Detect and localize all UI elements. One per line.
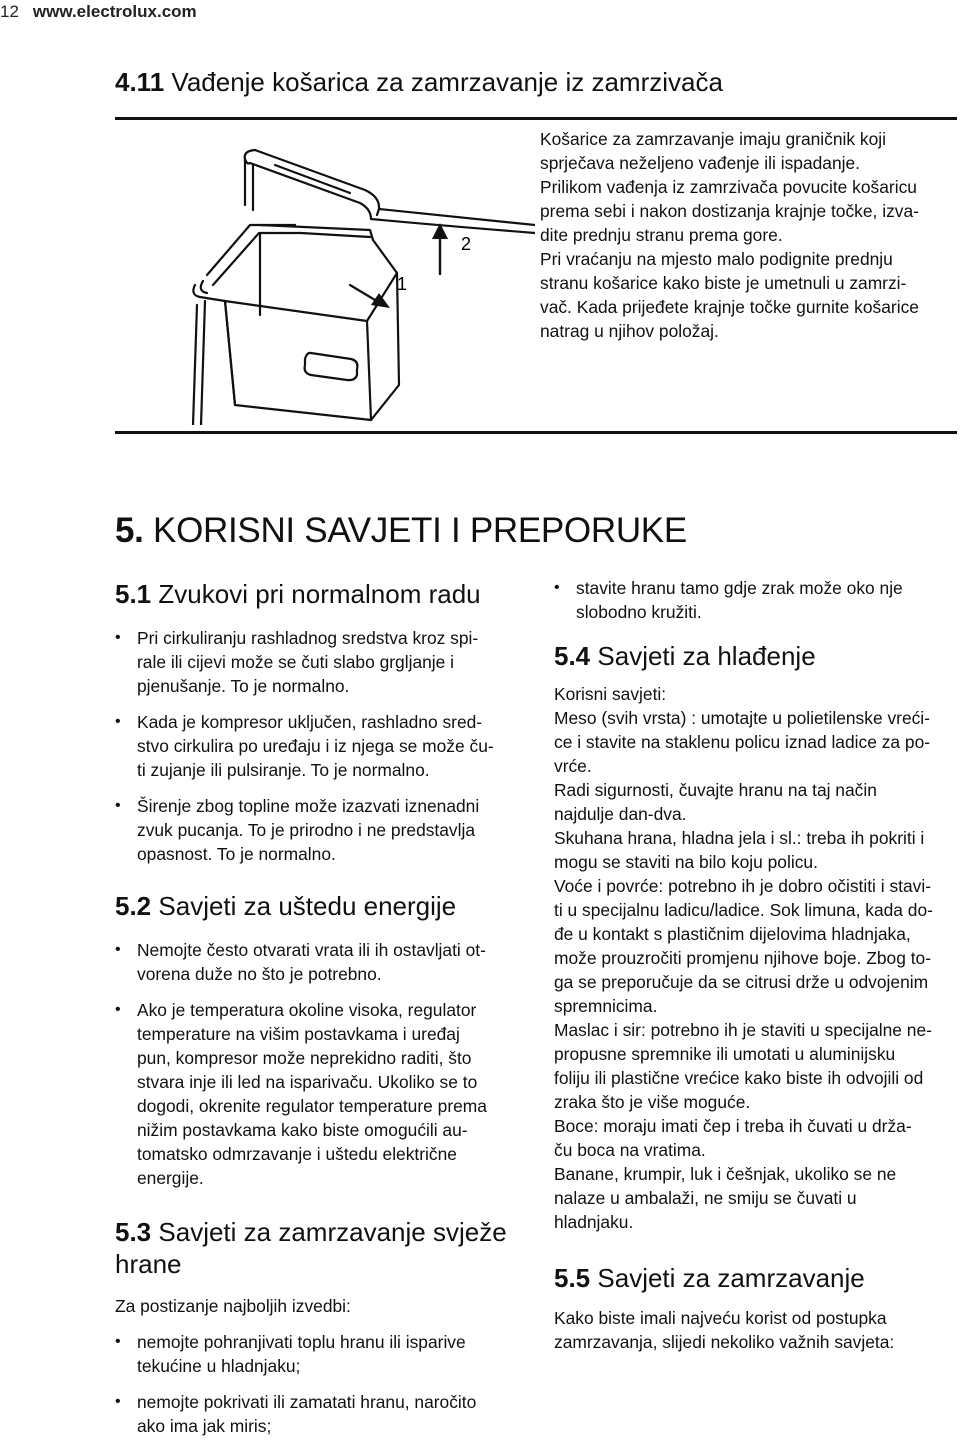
text-line: • nemojte pokrivati ili zamatati hranu, naročito	[137, 1392, 477, 1412]
text-line: tekućine u hladnjaku;	[137, 1356, 301, 1376]
list-item	[115, 1330, 507, 1378]
text-line: dogodi, okrenite regulator temperature prema	[137, 1096, 487, 1116]
section-title: Savjeti za zamrzavanje	[597, 1263, 865, 1293]
text-line: zamrzavanja, slijedi nekoliko važnih savjeta:	[554, 1332, 895, 1352]
section-5-3-intro: Za postizanje najboljih izvedbi:	[115, 1296, 351, 1316]
list-item	[115, 1390, 507, 1438]
section-5-5-text	[554, 1306, 954, 1354]
text-line: Košarice za zamrzavanje imaju graničnik koji	[540, 129, 887, 149]
section-5-3-heading	[115, 1216, 507, 1280]
list-item	[115, 794, 507, 866]
section-5-2-list	[115, 938, 507, 1190]
top-rule	[115, 117, 957, 120]
section-number: 5.4	[554, 641, 591, 671]
text-line: stvo cirkulira po uređaju i iz njega se može ču-	[137, 736, 494, 756]
text-line: propusne spremnike ili umotati u aluminijsku	[554, 1044, 896, 1064]
text-line: stvara inje ili led na isparivaču. Ukoliko se to	[137, 1072, 478, 1092]
section-title-continued: hrane	[115, 1249, 182, 1279]
text-line: temperature na višim postavkama i uređaj	[137, 1024, 460, 1044]
text-line: nižim postavkama kako biste omogućili au-	[137, 1120, 468, 1140]
left-column	[115, 578, 507, 1450]
chapter-number: 5.	[115, 511, 144, 550]
section-5-3-list	[115, 1330, 507, 1438]
text-line: Pri vraćanju na mjesto malo podignite prednju	[540, 249, 893, 269]
text-line: zraka što je više moguće.	[554, 1092, 751, 1112]
text-line: • Kada je kompresor uključen, rashladno sred-	[137, 712, 483, 732]
section-4-11-text	[540, 127, 955, 343]
section-5-1-list	[115, 626, 507, 866]
text-line: Maslac i sir: potrebno ih je staviti u specijalne ne-	[554, 1020, 932, 1040]
section-5-2-heading	[115, 890, 507, 922]
text-line: • Ako je temperatura okoline visoka, regulator	[137, 1000, 477, 1020]
text-line: Meso (svih vrsta) : umotajte u polietilenske vreći-	[554, 708, 930, 728]
section-5-4-text	[554, 682, 954, 1234]
section-number: 5.5	[554, 1263, 591, 1293]
text-line: zvuk pucanja. To je prirodno i ne predstavlja	[137, 820, 476, 840]
text-line: nalaze u ambalaži, ne smiju se čuvati u	[554, 1188, 857, 1208]
text-line: vač. Kada prijeđete krajnje točke gurnite košarice	[540, 297, 919, 317]
text-line: slobodno kružiti.	[576, 602, 702, 622]
text-line: • Nemojte često otvarati vrata ili ih ostavljati ot-	[137, 940, 486, 960]
text-line: ti zujanje ili pulsiranje. To je normalno.	[137, 760, 430, 780]
text-line: dite prednju stranu prema gore.	[540, 225, 783, 245]
section-title: Savjeti za hlađenje	[597, 641, 816, 671]
text-line: može prouzročiti promjenu njihove boje. Zbog to-	[554, 948, 931, 968]
text-line: prema sebi i nakon dostizanja krajnje točke, izva-	[540, 201, 919, 221]
text-line: najdulje dan-dva.	[554, 804, 687, 824]
text-line: vorena duže no što je potrebno.	[137, 964, 382, 984]
text-line: foliju ili plastične vrećice kako biste ih odvojili od	[554, 1068, 924, 1088]
right-column	[554, 576, 954, 1354]
text-line: ču boca na vratima.	[554, 1140, 706, 1160]
text-line: • Širenje zbog topline može izazvati iznenadni	[137, 796, 480, 816]
text-line: • stavite hranu tamo gdje zrak može oko nje	[576, 578, 903, 598]
text-line: Voće i povrće: potrebno ih je dobro očistiti i stavi-	[554, 876, 931, 896]
list-item	[554, 576, 954, 624]
section-number: 5.3	[115, 1217, 152, 1247]
text-line: Korisni savjeti:	[554, 684, 667, 704]
text-line: natrag u njihov položaj.	[540, 321, 719, 341]
list-item	[115, 710, 507, 782]
text-line: opasnost. To je normalno.	[137, 844, 336, 864]
text-line: mogu se staviti na bilo koju policu.	[554, 852, 818, 872]
text-line: ti u specijalnu ladicu/ladice. Sok limuna, kada do-	[554, 900, 933, 920]
section-title: Savjeti za zamrzavanje svježe	[158, 1217, 507, 1247]
text-line: Boce: moraju imati čep i treba ih čuvati u drža-	[554, 1116, 912, 1136]
section-title: Vađenje košarica za zamrzavanje iz zamrzivača	[171, 67, 723, 97]
text-line: đe u kontakt s plastičnim dijelovima hladnjaka,	[554, 924, 911, 944]
text-line: pjenušanje. To je normalno.	[137, 676, 350, 696]
text-line: vrće.	[554, 756, 592, 776]
list-item	[115, 938, 507, 986]
list-item	[115, 626, 507, 698]
text-line: ga se preporučuje da se citrusi drže u odvojenim	[554, 972, 929, 992]
section-title: Zvukovi pri normalnom radu	[158, 579, 481, 609]
text-line: Prilikom vađenja iz zamrzivača povucite košaricu	[540, 177, 917, 197]
text-line: • Pri cirkuliranju rashladnog sredstva kroz spi-	[137, 628, 479, 648]
section-4-11-heading	[115, 66, 723, 98]
chapter-5-heading	[115, 511, 687, 551]
list-item	[115, 998, 507, 1190]
text-line: stranu košarice kako biste je umetnuli u zamrzi-	[540, 273, 907, 293]
text-line: rale ili cijevi može se čuti slabo grgljanje i	[137, 652, 455, 672]
text-line: ako ima jak miris;	[137, 1416, 272, 1436]
text-line: ce i stavite na staklenu policu iznad ladice za po-	[554, 732, 931, 752]
text-line: spremnicima.	[554, 996, 658, 1016]
text-line: energije.	[137, 1168, 204, 1188]
section-number: 4.11	[115, 67, 165, 97]
callout-1: 1	[397, 274, 408, 294]
text-line: Kako biste imali najveću korist od postupka	[554, 1308, 887, 1328]
section-5-3-list-continued	[554, 576, 954, 624]
text-line: Banane, krumpir, luk i češnjak, ukoliko se ne	[554, 1164, 897, 1184]
text-line: Radi sigurnosti, čuvajte hranu na taj način	[554, 780, 877, 800]
section-5-1-heading	[115, 578, 507, 610]
chapter-title: KORISNI SAVJETI I PREPORUKE	[153, 511, 687, 550]
section-5-4-heading	[554, 640, 954, 672]
section-title: Savjeti za uštedu energije	[158, 891, 457, 921]
page-header	[0, 2, 197, 22]
text-line: tomatsko odmrzavanje i uštedu električne	[137, 1144, 457, 1164]
bottom-rule	[115, 431, 957, 434]
section-5-5-heading	[554, 1262, 954, 1294]
header-url: www.electrolux.com	[32, 2, 197, 21]
text-line: hladnjaku.	[554, 1212, 634, 1232]
text-line: pun, kompresor može neprekidno raditi, što	[137, 1048, 472, 1068]
page-number: 12	[0, 2, 19, 21]
text-line: Skuhana hrana, hladna jela i sl.: treba ih pokriti i	[554, 828, 925, 848]
freezer-basket-illustration	[135, 125, 535, 425]
text-line: sprječava neželjeno vađenje ili ispadanje.	[540, 153, 861, 173]
section-number: 5.1	[115, 579, 152, 609]
text-line: • nemojte pohranjivati toplu hranu ili isparive	[137, 1332, 466, 1352]
section-number: 5.2	[115, 891, 152, 921]
callout-2: 2	[461, 234, 472, 254]
